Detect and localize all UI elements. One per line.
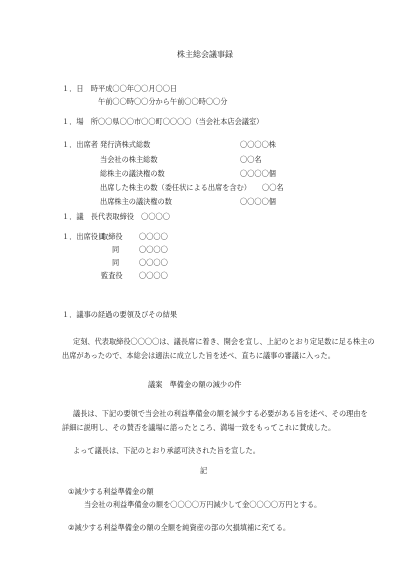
attendee-row-value: 〇〇名 [262, 183, 284, 192]
officer-role: 取締役 [101, 232, 123, 241]
agenda-paragraph-line: 詳細に説明し、その賛否を議場に諮ったところ、満場一致をもってこれに賛成した。 [62, 423, 336, 432]
document-title: 株主総会議事録 [177, 50, 233, 59]
item-2: ②減少する利益準備金の額の全額を純資産の部の欠損填補に充てる。 [68, 523, 291, 532]
attendee-row-label: 発行済株式総数 [100, 140, 151, 149]
officer-name: 〇〇〇〇 [139, 232, 168, 241]
proceedings-heading: １．議事の経過の要領及びその結果 [62, 310, 178, 319]
datetime-label: １．日 時 [62, 84, 98, 93]
officers-label: １．出席役員 [62, 232, 106, 241]
attendee-row-value: 〇〇〇〇個 [240, 197, 276, 206]
place-value: 〇〇県〇〇市〇〇町〇〇〇〇（当会社本店会議室） [98, 117, 264, 126]
officer-role: 同 [112, 258, 120, 267]
attendee-row-value: 〇〇名 [240, 155, 262, 164]
officer-name: 〇〇〇〇 [139, 258, 168, 267]
item-1-title: ①減少する利益準備金の額 [68, 487, 154, 496]
attendee-row-label: 出席株主の議決権の数 [100, 197, 172, 206]
item-1-body: 当会社の利益準備金の額を〇〇〇〇万円減少して金〇〇〇〇万円とする。 [84, 500, 322, 509]
datetime-date: 平成〇〇年〇〇月〇〇日 [98, 84, 178, 93]
chair-value: 代表取締役 〇〇〇〇 [98, 212, 170, 221]
attendee-row-value: 〇〇〇〇個 [240, 169, 276, 178]
attendee-row-value: 〇〇〇〇株 [240, 140, 276, 149]
ki-heading: 記 [200, 466, 208, 475]
officer-role: 同 [112, 245, 120, 254]
agenda-resolution: よって議長は、下記のとおり承認可決された旨を宣した。 [73, 446, 260, 455]
proceedings-paragraph-line: 定刻、代表取締役〇〇〇〇は、議長席に着き、開会を宣し、上記のとおり定足数に足る株主の [73, 337, 375, 346]
attendees-label: １．出席者 [62, 140, 98, 149]
attendee-row-label: 総株主の議決権の数 [100, 169, 165, 178]
proceedings-paragraph-line: 出席があったので、本総会は適法に成立した旨を述べ、直ちに議事の審議に入った。 [62, 351, 335, 360]
agenda-title: 議案 準備金の額の減少の件 [148, 380, 242, 389]
attendee-row-label: 出席した株主の数（委任状による出席を含む） [100, 183, 251, 192]
chair-label: １．議 長 [62, 212, 98, 221]
datetime-time: 午前〇〇時〇〇分から午前〇〇時〇〇分 [98, 97, 228, 106]
officer-name: 〇〇〇〇 [139, 271, 168, 280]
attendee-row-label: 当会社の株主総数 [100, 155, 158, 164]
agenda-paragraph-line: 議長は、下記の要領で当会社の利益準備金の額を減少する必要がある旨を述べ、その理由を [73, 409, 368, 418]
officer-role: 監査役 [101, 271, 123, 280]
officer-name: 〇〇〇〇 [139, 245, 168, 254]
place-label: １．場 所 [62, 117, 98, 126]
